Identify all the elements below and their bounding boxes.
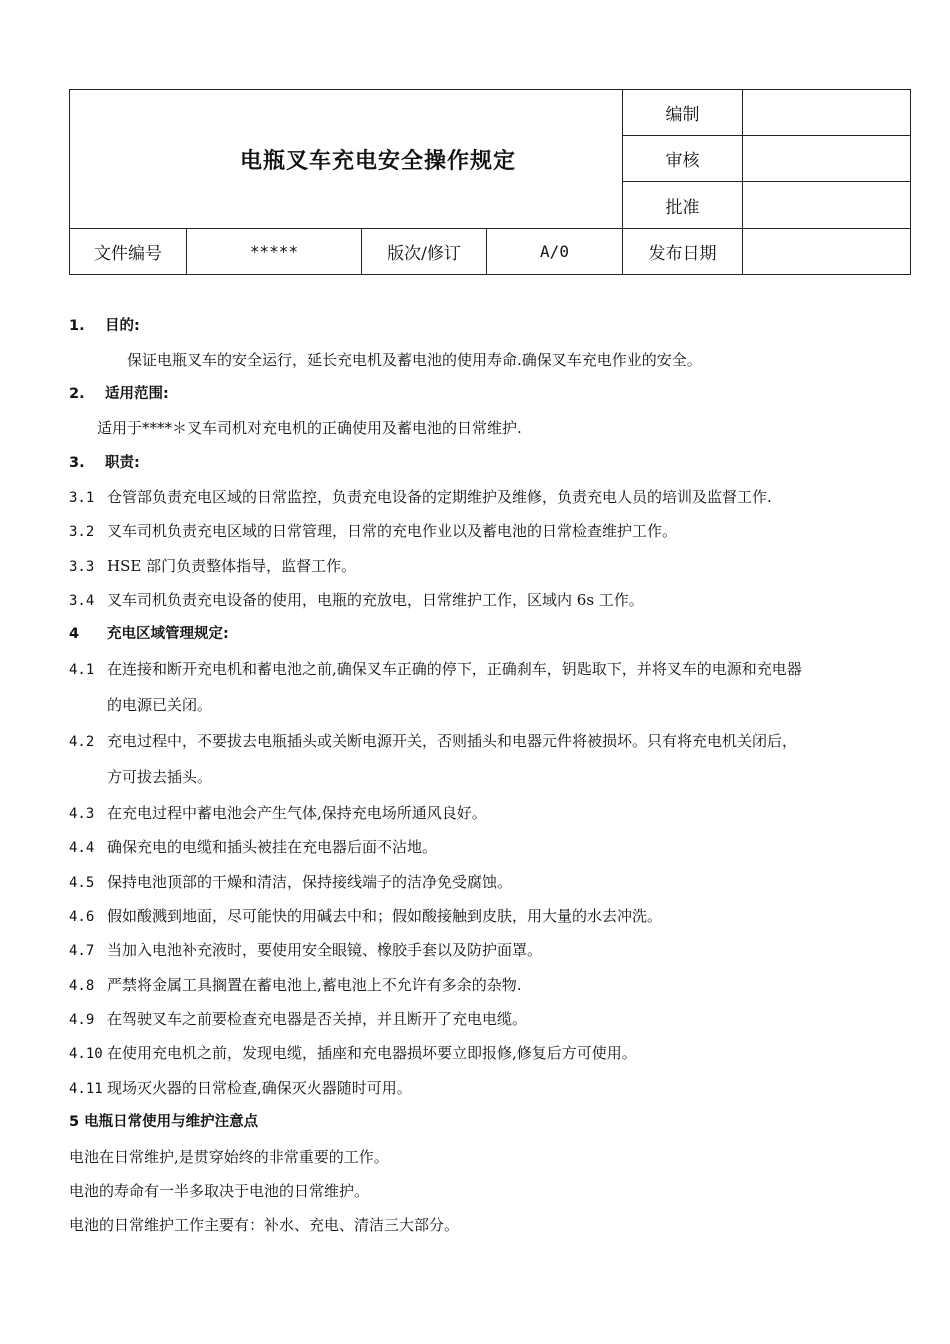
- item-number: 4.5: [69, 875, 95, 891]
- section-3-heading: [69, 453, 140, 473]
- item-text: 在使用充电机之前，发现电缆，插座和充电器损坏要立即报修,修复后方可使用。: [107, 1044, 637, 1062]
- list-item: [69, 659, 802, 680]
- reviewed-label: 审核: [623, 136, 743, 182]
- document-header-table: [69, 89, 911, 275]
- doc-no-label: 文件编号: [70, 229, 187, 275]
- section-3-number: 3.: [69, 455, 85, 471]
- list-item: [69, 803, 487, 824]
- list-item-continuation: 的电源已关闭。: [107, 696, 213, 714]
- approved-value: [743, 182, 911, 229]
- section-3-title: 职责:: [105, 455, 140, 471]
- item-number: 4.10: [69, 1046, 103, 1062]
- section-5-heading: 5 电瓶日常使用与维护注意点: [69, 1114, 259, 1130]
- document-title: 电瓶叉车充电安全操作规定: [70, 90, 623, 229]
- item-text: 充电过程中，不要拔去电瓶插头或关断电源开关，否则插头和电器元件将被损坏。只有将充电机关闭后，: [107, 732, 798, 750]
- item-number: 3.3: [69, 559, 95, 575]
- item-text: 保持电池顶部的干燥和清洁，保持接线端子的洁净免受腐蚀。: [107, 873, 513, 891]
- section-2-number: 2.: [69, 386, 85, 402]
- version-label: 版次/修订: [362, 229, 487, 275]
- section-4-number: 4: [69, 626, 80, 642]
- approved-label: 批准: [623, 182, 743, 229]
- item-text: 假如酸溅到地面，尽可能快的用碱去中和；假如酸接触到皮肤，用大量的水去冲洗。: [107, 907, 663, 925]
- release-date-label: 发布日期: [623, 229, 743, 275]
- item-number: 4.1: [69, 662, 95, 678]
- list-item-continuation: 方可拔去插头。: [107, 768, 213, 786]
- reviewed-value: [743, 136, 911, 182]
- item-text: 确保充电的电缆和插头被挂在充电器后面不沾地。: [107, 838, 438, 856]
- item-number: 4.3: [69, 806, 95, 822]
- list-item: [69, 1043, 637, 1064]
- section-4-heading: [69, 624, 229, 644]
- section-1-heading: [69, 316, 140, 336]
- item-number: 3.4: [69, 593, 95, 609]
- doc-no-value: *****: [187, 229, 362, 275]
- release-date-value: [743, 229, 911, 275]
- list-item: [69, 556, 356, 577]
- item-text: 严禁将金属工具搁置在蓄电池上,蓄电池上不允许有多余的杂物.: [107, 976, 522, 994]
- item-text: 在驾驶叉车之前要检查充电器是否关掉，并且断开了充电电缆。: [107, 1010, 528, 1028]
- item-number: 4.6: [69, 909, 95, 925]
- item-number: 4.8: [69, 978, 95, 994]
- list-item: [69, 1009, 527, 1030]
- list-item: [69, 590, 644, 611]
- list-item: [69, 1078, 412, 1099]
- section-1-title: 目的:: [105, 318, 140, 334]
- list-item: [69, 906, 662, 927]
- item-number: 4.9: [69, 1012, 95, 1028]
- section-2-body: 适用于****＊叉车司机对充电机的正确使用及蓄电池的日常维护.: [97, 419, 522, 437]
- item-number: 4.2: [69, 734, 95, 750]
- list-item: [69, 837, 437, 858]
- list-item: [69, 940, 542, 961]
- section-2-title: 适用范围:: [105, 386, 169, 402]
- list-item: [69, 487, 772, 508]
- item-number: 3.2: [69, 524, 95, 540]
- item-text: 在连接和断开充电机和蓄电池之前,确保叉车正确的停下，正确刹车，钥匙取下，并将叉车的电源和充电器: [107, 660, 802, 678]
- list-item: [69, 975, 522, 996]
- prepared-value: [743, 90, 911, 136]
- list-item: [69, 731, 797, 752]
- section-2-heading: [69, 384, 169, 404]
- item-text: 当加入电池补充液时，要使用安全眼镜、橡胶手套以及防护面罩。: [107, 941, 543, 959]
- item-number: 4.4: [69, 840, 95, 856]
- section-5-line: 电池的寿命有一半多取决于电池的日常维护。: [69, 1182, 370, 1200]
- item-text: 叉车司机负责充电设备的使用，电瓶的充放电，日常维护工作，区域内 6s 工作。: [107, 591, 644, 609]
- section-5-line: 电池的日常维护工作主要有：补水、充电、清洁三大部分。: [69, 1216, 460, 1234]
- section-5-line: 电池在日常维护,是贯穿始终的非常重要的工作。: [69, 1148, 389, 1166]
- section-1-body: 保证电瓶叉车的安全运行，延长充电机及蓄电池的使用寿命.确保叉车充电作业的安全。: [127, 351, 702, 369]
- item-number: 4.11: [69, 1081, 103, 1097]
- item-text: 仓管部负责充电区域的日常监控，负责充电设备的定期维护及维修，负责充电人员的培训及监督工作.: [107, 488, 772, 506]
- version-value: A/0: [487, 229, 623, 275]
- item-number: 3.1: [69, 490, 95, 506]
- item-number: 4.7: [69, 943, 95, 959]
- section-4-title: 充电区域管理规定:: [107, 626, 229, 642]
- item-text: 现场灭火器的日常检查,确保灭火器随时可用。: [107, 1079, 412, 1097]
- item-text: 在充电过程中蓄电池会产生气体,保持充电场所通风良好。: [107, 804, 487, 822]
- item-text: HSE 部门负责整体指导，监督工作。: [107, 557, 357, 575]
- item-text: 叉车司机负责充电区域的日常管理，日常的充电作业以及蓄电池的日常检查维护工作。: [107, 522, 678, 540]
- prepared-label: 编制: [623, 90, 743, 136]
- section-1-number: 1.: [69, 318, 85, 334]
- list-item: [69, 872, 512, 893]
- list-item: [69, 521, 677, 542]
